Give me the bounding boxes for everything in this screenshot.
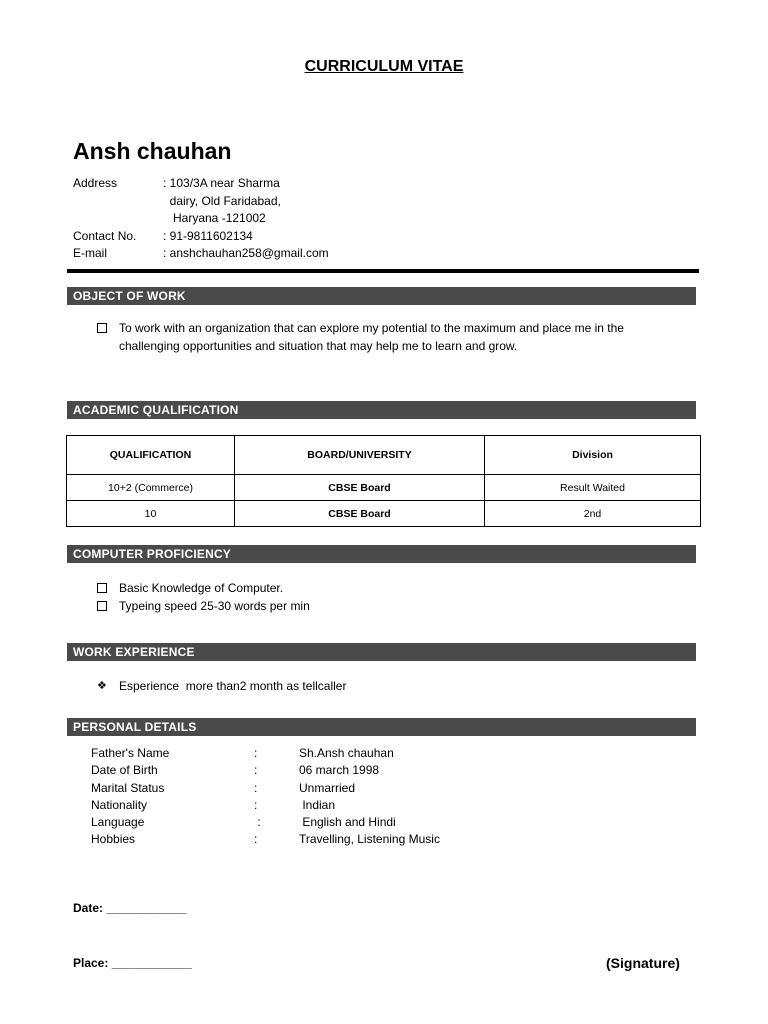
detail-row	[91, 762, 440, 779]
table-header-cell: BOARD/UNIVERSITY	[235, 436, 485, 475]
detail-label: Hobbies	[91, 832, 136, 847]
section-header-object: OBJECT OF WORK	[67, 287, 696, 305]
list-item	[97, 597, 677, 615]
checkbox-bullet-icon	[97, 601, 107, 611]
detail-value: Travelling, Listening Music	[299, 832, 440, 847]
objective-list	[97, 319, 677, 355]
detail-separator: :	[254, 746, 258, 760]
diamond-bullet-icon: ❖	[97, 680, 107, 692]
detail-separator: :	[254, 780, 258, 795]
detail-label: Marital Status	[91, 780, 165, 795]
contact-row	[73, 228, 329, 246]
detail-separator: :	[254, 832, 258, 847]
contact-row	[73, 193, 329, 211]
detail-row	[91, 814, 440, 831]
contact-value: : 103/3A near Sharma	[163, 176, 280, 190]
table-header-row	[67, 436, 701, 475]
detail-label: Language	[91, 815, 145, 830]
contact-label	[73, 210, 163, 228]
contact-value: : 91-9811602134	[163, 228, 253, 243]
list-item	[97, 319, 677, 355]
computer-skills-list	[97, 579, 677, 615]
section-header-academic: ACADEMIC QUALIFICATION	[67, 401, 696, 419]
detail-label: Father's Name	[91, 746, 170, 760]
header-divider	[67, 269, 699, 273]
table-row	[67, 501, 701, 527]
signature-label: (Signature)	[606, 955, 680, 971]
checkbox-bullet-icon	[97, 583, 107, 593]
section-header-personal: PERSONAL DETAILS	[67, 718, 696, 736]
objective-text: To work with an organization that can explore my potential to the maximum and place me in the challenging opportunities and situation that may help me to learn and grow.	[119, 321, 624, 353]
detail-value: English and Hindi	[299, 815, 396, 830]
contact-value: dairy, Old Faridabad,	[163, 193, 281, 208]
contact-label	[73, 193, 163, 211]
detail-value: 06 march 1998	[299, 763, 380, 778]
contact-value: Haryana -121002	[163, 211, 266, 225]
table-cell: CBSE Board	[235, 501, 485, 527]
table-cell: 2nd	[485, 501, 701, 527]
section-header-computer: COMPUTER PROFICIENCY	[67, 545, 696, 563]
candidate-name: Ansh chauhan	[73, 138, 232, 164]
detail-label: Date of Birth	[91, 763, 158, 778]
contact-row	[73, 245, 329, 263]
table-cell: Result Waited	[485, 475, 701, 501]
detail-label: Nationality	[91, 797, 148, 812]
experience-text: Esperience more than2 month as tellcaller	[119, 679, 347, 693]
contact-label: Contact No.	[73, 228, 137, 243]
work-experience-list	[97, 677, 677, 695]
table-header-cell: Division	[485, 436, 701, 475]
list-item	[97, 677, 677, 695]
personal-details	[91, 745, 440, 849]
table-header-cell: QUALIFICATION	[67, 436, 235, 475]
detail-row	[91, 780, 440, 797]
detail-row	[91, 831, 440, 848]
contact-label: Address	[73, 176, 118, 190]
qualification-table	[66, 435, 701, 527]
detail-value: Unmarried	[299, 780, 356, 795]
place-line: Place: ____________	[73, 956, 192, 970]
detail-separator: :	[254, 797, 258, 812]
contact-value: : anshchauhan258@gmail.com	[163, 246, 329, 260]
list-item	[97, 579, 677, 597]
table-cell: 10	[67, 501, 235, 527]
table-row	[67, 475, 701, 501]
detail-row	[91, 745, 440, 762]
detail-value: Sh.Ansh chauhan	[299, 746, 394, 760]
table-cell: 10+2 (Commerce)	[67, 475, 235, 501]
skill-text: Typeing speed 25-30 words per min	[119, 599, 310, 613]
checkbox-bullet-icon	[97, 323, 107, 333]
detail-row	[91, 797, 440, 814]
skill-text: Basic Knowledge of Computer.	[119, 581, 284, 595]
contact-block	[73, 175, 329, 263]
section-header-work: WORK EXPERIENCE	[67, 643, 696, 661]
date-line: Date: ____________	[73, 901, 187, 915]
contact-row	[73, 175, 329, 193]
table-cell: CBSE Board	[235, 475, 485, 501]
detail-separator: :	[254, 815, 261, 830]
contact-label: E-mail	[73, 246, 108, 260]
document-title: CURRICULUM VITAE	[304, 58, 464, 75]
contact-row	[73, 210, 329, 228]
detail-separator: :	[254, 763, 258, 778]
detail-value: Indian	[299, 797, 336, 812]
